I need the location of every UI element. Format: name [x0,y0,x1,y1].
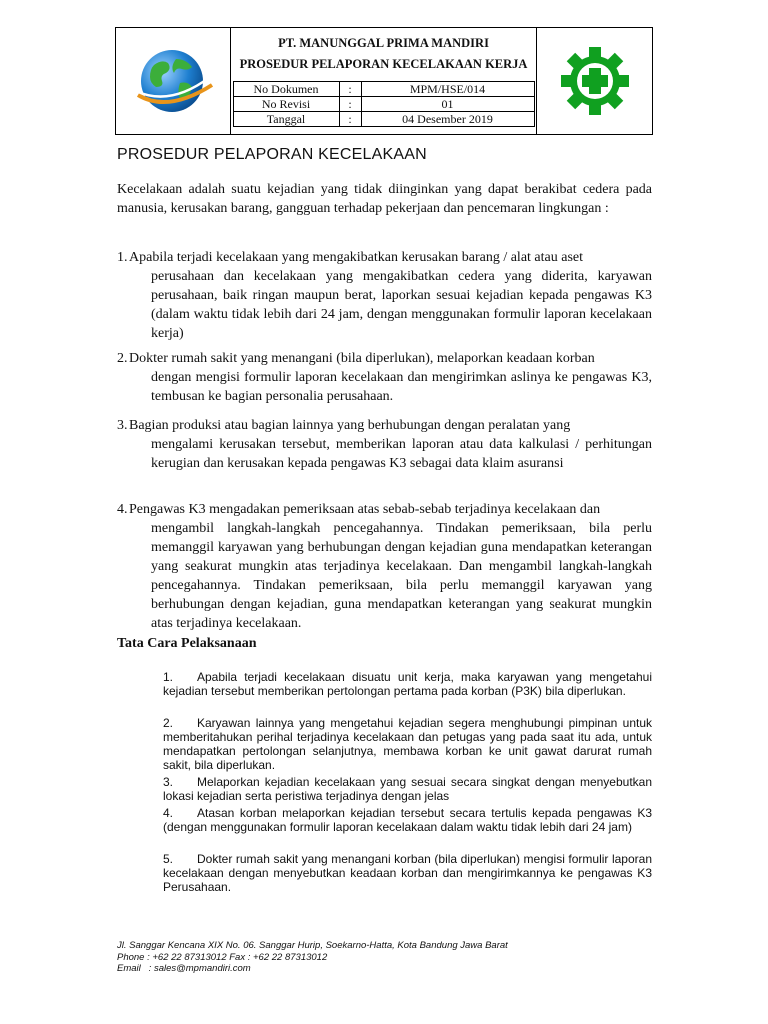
step-number: 2. [163,716,174,730]
k3-gear-cross-icon [558,44,632,118]
step-number: 1. [163,670,174,684]
footer-email: Email : sales@mpmandiri.com [117,963,251,974]
section-title: Tata Cara Pelaksanaan [117,636,257,651]
procedure-text-first: Pengawas K3 mengadakan pemeriksaan atas sebab-sebab terjadinya kecelakaan dan [129,502,601,517]
procedure-text-first: Apabila terjadi kecelakaan yang mengakibatkan kerusakan barang / alat atau aset [129,250,584,265]
meta-row [233,82,534,97]
step-item [163,775,652,803]
intro-paragraph: Kecelakaan adalah suatu kejadian yang tidak diinginkan yang dapat berakibat cedera pada manusia, kerusakan barang, gangguan terhadap pekerjaan dan pencemaran lingkungan : [117,182,652,216]
procedure-row [117,248,652,343]
step-text: Karyawan lainnya yang mengetahui kejadian segera menghubungi pimpinan untuk memberitahukan perihal terjadinya kecelakaan dan petugas yang pada saat itu ada, untuk mendapatkan pertolongan selanjutnya, membawa korban ke unit gawat darurat rumah sakit, bila diperlukan. [163,716,652,772]
step-text: Melaporkan kejadian kecelakaan yang sesuai secara singkat dengan menyebutkan lokasi kejadian serta peristiwa terjadinya dengan jelas [163,775,652,803]
procedure-text [129,349,652,406]
step-item [163,716,652,772]
meta-row [233,97,534,112]
procedure-number: 3. [117,418,128,433]
company-name: PT. MANUNGGAL PRIMA MANDIRI [278,36,489,50]
procedure-item [117,349,652,406]
procedure-item [117,416,652,473]
step-number: 4. [163,806,174,820]
meta-sep: : [339,97,361,112]
step-item [163,852,652,894]
procedure-item [117,248,652,343]
procedure-row [117,500,652,633]
procedure-number: 4. [117,502,128,517]
step-text: Atasan korban melaporkan kejadian tersebut secara tertulis kepada pengawas K3 (dengan menggunakan formulir laporan kecelakaan dalam waktu tidak lebih dari 24 jam) [163,806,652,834]
procedure-text-rest: mengambil langkah-langkah pencegahannya. Tindakan pemeriksaan, bila perlu memanggil karyawan yang berhubungan dengan kejadian guna mendapatkan keterangan yang seakurat mungkin atas terjadinya kecelakaan. Dan mengambil langkah-langkah pencegahannya. Tindakan pemeriksaan, bila perlu memanggil karyawan yang berhubungan dengan kejadian, guna mendapatkan keterangan yang seakurat mungkin atas terjadinya kecelakaan. [151,521,652,631]
procedure-text-first: Dokter rumah sakit yang menangani (bila diperlukan), melaporkan keadaan korban [129,351,595,366]
procedure-text-rest: mengalami kerusakan tersebut, memberikan laporan atau data kalkulasi / perhitungan kerugian dan kerusakan kepada pengawas K3 sebagai data klaim asuransi [151,437,652,471]
meta-label: Tanggal [233,112,339,127]
footer-phone: Phone : +62 22 87313012 Fax : +62 22 87313012 [117,951,328,963]
step-item [163,806,652,834]
procedure-text-first: Bagian produksi atau bagian lainnya yang berhubungan dengan peralatan yang [129,418,571,433]
procedure-row [117,349,652,406]
company-logo-cell [116,28,231,134]
document-header [115,27,653,135]
step-text: Apabila terjadi kecelakaan disuatu unit kerja, maka karyawan yang mengetahui kejadian tersebut memberikan pertolongan pertama pada korban (P3K) bila diperlukan. [163,670,652,698]
step-text: Dokter rumah sakit yang menangani korban (bila diperlukan) mengisi formulir laporan kecelakaan dengan menyebutkan keadaan korban dan mengirimkannya ke pengawas K3 Perusahaan. [163,852,652,894]
step-number: 3. [163,775,174,789]
procedure-number: 2. [117,351,128,366]
meta-value: MPM/HSE/014 [361,82,534,97]
document-meta-table [233,81,535,127]
procedure-text [129,500,652,633]
procedure-text-rest: perusahaan dan kecelakaan yang mengakibatkan cedera yang diderita, karyawan perusahaan, baik ringan maupun berat, laporkan sesuai kejadian kepada pengawas K3 (dalam waktu tidak lebih dari 24 jam, dengan menggunakan formulir laporan kecelakaan kerja) [151,269,652,341]
procedure-text-rest: dengan mengisi formulir laporan kecelakaan dan mengirimkan aslinya ke pengawas K3, tembusan ke bagian personalia perusahaan. [151,370,652,404]
meta-sep: : [339,82,361,97]
meta-sep: : [339,112,361,127]
k3-logo-cell [537,28,652,134]
meta-value: 04 Desember 2019 [361,112,534,127]
footer-address: Jl. Sanggar Kencana XIX No. 06. Sanggar Hurip, Soekarno-Hatta, Kota Bandung Jawa Barat [117,940,508,951]
procedure-item [117,500,652,633]
procedure-text [129,248,652,343]
page-title: PROSEDUR PELAPORAN KECELAKAAN [117,146,427,163]
meta-label: No Revisi [233,97,339,112]
globe-logo-icon [132,43,214,119]
document-title: PROSEDUR PELAPORAN KECELAKAAN KERJA [239,57,528,71]
step-item [163,670,652,698]
procedure-number: 1. [117,250,128,265]
procedure-row [117,416,652,473]
page-footer [117,940,508,975]
header-title-cell [231,28,537,134]
procedure-text [129,416,652,473]
meta-label: No Dokumen [233,82,339,97]
meta-value: 01 [361,97,534,112]
meta-row [233,112,534,127]
step-number: 5. [163,852,174,866]
